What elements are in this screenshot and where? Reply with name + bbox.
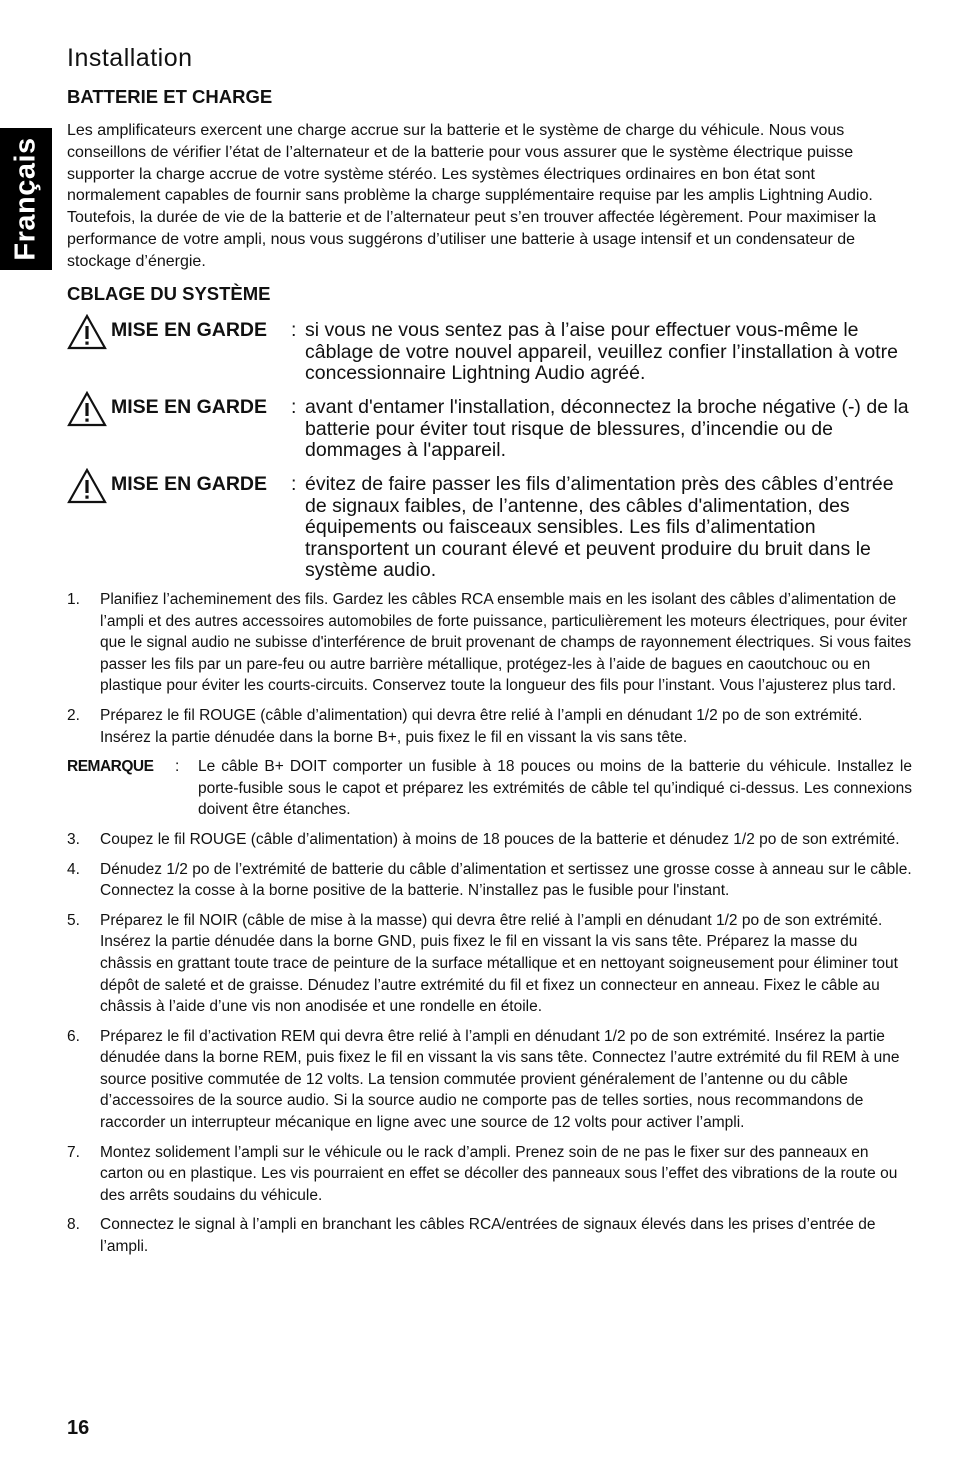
warning-label: MISE EN GARDE: [111, 319, 268, 341]
warning-text: avant d'entamer l'installation, déconnectez la broche négative (-) de la batterie pour éviter tout risque de blessures, d’incendie ou de dommages à l'appareil.: [305, 396, 909, 461]
note-block: [67, 756, 912, 821]
step-number: 4.: [67, 860, 80, 878]
list-item: [67, 1142, 912, 1207]
installation-steps: [67, 589, 912, 1266]
wiring-heading: CBLAGE DU SYSTÈME: [67, 283, 271, 304]
warning-block-1: [67, 320, 917, 385]
step-number: 1.: [67, 591, 80, 608]
page-title: Installation: [67, 44, 193, 72]
list-item: [67, 589, 912, 697]
step-number: 5.: [67, 911, 80, 929]
step-text: Connectez le signal à l’ampli en branchant les câbles RCA/entrées de signaux élevés dans les prises d’entrée de l’ampli.: [100, 1216, 876, 1256]
step-text: Montez solidement l’ampli sur le véhicule ou le rack d’ampli. Prenez soin de ne pas le fixer sur des panneaux en carton ou en plastique. Les vis pourraient en effet se décoller des panneaux sous l’effet des vibrations de la route ou des arrêts soudains du véhicule.: [100, 1143, 898, 1204]
warning-triangle-icon: [67, 391, 107, 427]
language-tab: [0, 128, 52, 270]
step-number: 7.: [67, 1143, 80, 1161]
warning-text: si vous ne vous sentez pas à l’aise pour effectuer vous-même le câblage de votre nouvel appareil, veuillez confier l’installation à votre concessionnaire Lightning Audio agréé.: [305, 319, 898, 384]
battery-paragraph: Les amplificateurs exercent une charge accrue sur la batterie et le système de charge du véhicule. Nous vous conseillons de vérifier l’état de l’alternateur et de la batterie pour vous assurer que le système électrique puisse supporter la charge accrue de votre système stéréo. Les systèmes électriques ordinaires en bon état sont normalement capables de fournir sans problème la charge supplémentaire requise par les amplis Lightning Audio. Toutefois, la durée de vie de la batterie et de l’alternateur peut s’en trouver affectée légèrement. Pour maximiser la performance de votre ampli, nous vous suggérons d’utiliser une batterie à usage intensif et un condensateur de stockage d’énergie.: [67, 122, 877, 270]
step-number: 8.: [67, 1216, 80, 1234]
battery-heading: BATTERIE ET CHARGE: [67, 86, 273, 107]
warning-block-2: [67, 397, 917, 462]
warning-triangle-icon: [67, 314, 107, 350]
list-item: [67, 910, 912, 1018]
language-tab-label: Français: [9, 137, 42, 261]
warning-colon: :: [291, 473, 297, 495]
step-text: Dénudez 1/2 po de l’extrémité de batterie du câble d’alimentation et sertissez une grosse cosse à anneau sur le câble. Connectez la cosse à la borne positive de la batterie. N’installez pas le fusible pour l'instant.: [100, 860, 912, 900]
list-item: [67, 705, 912, 748]
step-number: 3.: [67, 830, 80, 848]
list-item: [67, 829, 912, 851]
warning-colon: :: [291, 319, 297, 341]
step-text: Préparez le fil ROUGE (câble d’alimentation) qui devra être relié à l’ampli en dénudant 1/2 po de son extrémité. Insérez la partie dénudée dans la borne B+, puis fixez le fil en vissant la vis sans tête.: [100, 706, 863, 746]
step-text: Préparez le fil NOIR (câble de mise à la masse) qui devra être relié à l’ampli en dénudant 1/2 po de son extrémité. Insérez la partie dénudée dans la borne GND, puis fixez le fil en vissant la vis sans tête. Préparez la masse du châssis en grattant toute trace de peinture de la surface métallique et en nettoyant soigneusement pour éliminer tout dépôt de saleté et de graisse. Dénudez l’autre extrémité du fil et fixez un connecteur en anneau. Fixez le câble au châssis à l’aide d’une vis non anodisée et une rondelle en étoile.: [100, 911, 898, 1016]
list-item: [67, 859, 912, 902]
warning-triangle-icon: [67, 468, 107, 504]
warning-label: MISE EN GARDE: [111, 473, 268, 495]
note-colon: :: [175, 758, 180, 776]
list-item: [67, 1214, 912, 1257]
step-number: 2.: [67, 706, 80, 724]
note-text: Le câble B+ DOIT comporter un fusible à 18 pouces ou moins de la batterie du véhicule. Installez le porte-fusible sous le capot et préparez les extrémités de câble tel qu’indiqué ci-dessus. Les connexions doivent être étanches.: [198, 758, 912, 819]
warning-block-3: [67, 474, 917, 582]
step-text: Préparez le fil d’activation REM qui devra être relié à l’ampli en dénudant 1/2 po de son extrémité. Insérez la partie dénudée dans la borne REM, puis fixez le fil en vissant la vis sans tête. Connectez l’autre extrémité du fil REM à une source positive commutée de 12 volts. La tension commutée provient généralement de l’antenne ou du câble d’accessoires de la source audio. Si la source audio ne comporte pas de telles sorties, nous recommandons de raccorder un interrupteur mécanique en ligne avec une source de 12 volts pour activer l’ampli.: [100, 1027, 900, 1132]
note-label: REMARQUE: [67, 758, 154, 776]
warning-label: MISE EN GARDE: [111, 396, 268, 418]
list-item: [67, 1026, 912, 1134]
step-text: Planifiez l’acheminement des fils. Gardez les câbles RCA ensemble mais en les isolant des câbles d’alimentation de l’ampli et des autres accessoires automobiles de forte puissance, particulièrement les moteurs électriques, pour éviter que le signal audio ne subisse d'interférence de bruit provenant de champs de rayonnement électriques. Si vous faites passer les fils par un pare-feu ou autre barrière métallique, protégez-les à l’aide de bagues en caoutchouc ou en plastique pour éviter les courts-circuits. Conservez toute la longueur des fils pour l’instant. Vous l’ajusterez plus tard.: [100, 591, 912, 695]
warning-colon: :: [291, 396, 297, 418]
step-text: Coupez le fil ROUGE (câble d’alimentation) à moins de 18 pouces de la batterie et dénudez 1/2 po de son extrémité.: [100, 830, 900, 848]
step-number: 6.: [67, 1027, 80, 1045]
page-number: 16: [67, 1417, 90, 1439]
warning-text: évitez de faire passer les fils d’alimentation près des câbles d’entrée de signaux faibles, de l’antenne, des câbles d'alimentation, des équipements ou faisceaux sensibles. Les fils d’alimentation transportent un courant élevé et peuvent produire du bruit dans le système audio.: [305, 473, 894, 581]
